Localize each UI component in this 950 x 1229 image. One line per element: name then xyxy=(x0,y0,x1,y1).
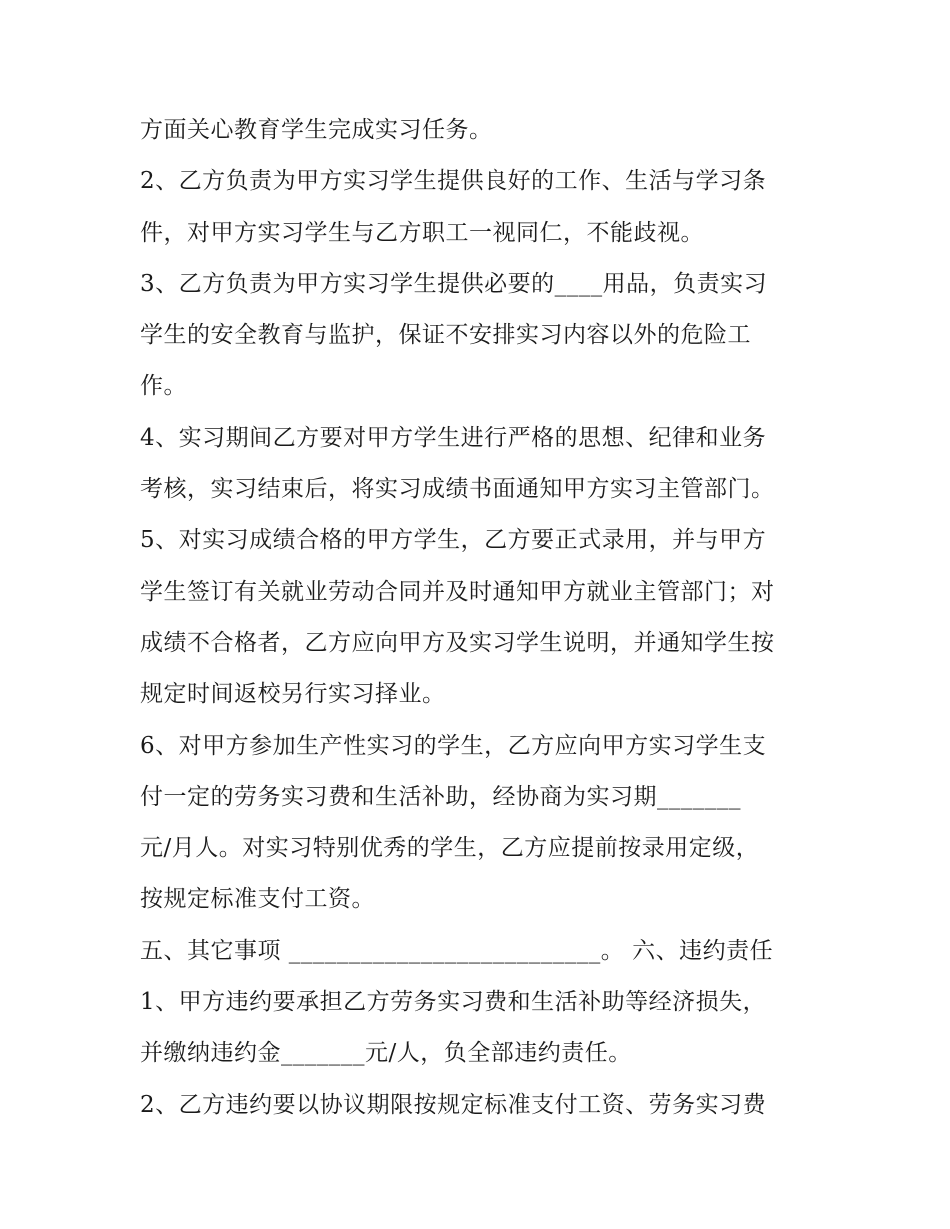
text-line: 按规定标准支付工资。 xyxy=(140,886,375,913)
text-line: 学生的安全教育与监护，保证不安排实习内容以外的危险工 xyxy=(140,322,751,349)
document-body xyxy=(140,108,820,1134)
text-line: 2、乙方违约要以协议期限按规定标准支付工资、劳务实习费 xyxy=(140,1091,767,1118)
text-line: 5、对实习成绩合格的甲方学生，乙方要正式录用，并与甲方 xyxy=(140,527,767,554)
text-line: 3、乙方负责为甲方实习学生提供必要的____用品，负责实习 xyxy=(140,270,768,297)
text-line: 件，对甲方实习学生与乙方职工一视同仁，不能歧视。 xyxy=(140,219,704,246)
text-line: 2、乙方负责为甲方实习学生提供良好的工作、生活与学习条 xyxy=(140,168,767,195)
text-line: 五、其它事项 __________________________。 六、违约责任 xyxy=(140,937,774,964)
text-line: 元/月人。对实习特别优秀的学生，乙方应提前按录用定级， xyxy=(140,835,760,862)
text-line: 1、甲方违约要承担乙方劳务实习费和生活补助等经济损失， xyxy=(140,989,767,1016)
text-line: 成绩不合格者，乙方应向甲方及实习学生说明，并通知学生按 xyxy=(140,629,775,656)
text-line: 付一定的劳务实习费和生活补助，经协商为实习期_______ xyxy=(140,783,741,810)
text-line: 并缴纳违约金_______元/人，负全部违约责任。 xyxy=(140,1040,632,1067)
text-line: 作。 xyxy=(140,373,187,400)
text-line: 4、实习期间乙方要对甲方学生进行严格的思想、纪律和业务 xyxy=(140,424,767,451)
text-line: 规定时间返校另行实习择业。 xyxy=(140,681,446,708)
text-line: 6、对甲方参加生产性实习的学生，乙方应向甲方实习学生支 xyxy=(140,732,767,759)
text-line: 考核，实习结束后，将实习成绩书面通知甲方实习主管部门。 xyxy=(140,476,775,503)
text-line: 方面关心教育学生完成实习任务。 xyxy=(140,117,493,143)
text-line: 学生签订有关就业劳动合同并及时通知甲方就业主管部门；对 xyxy=(140,578,775,605)
